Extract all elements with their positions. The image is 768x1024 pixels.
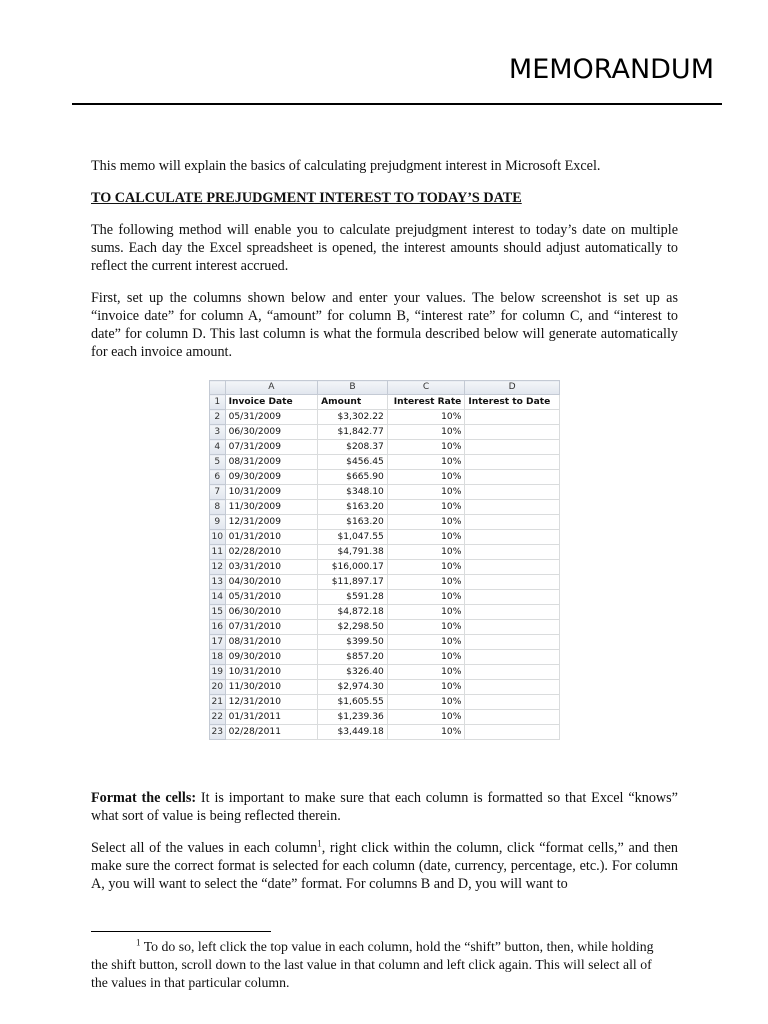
- amount-cell: $163.20: [318, 515, 388, 530]
- amount-cell: $3,449.18: [318, 725, 388, 740]
- table-row: [210, 515, 560, 530]
- format-cells-text: It is important to make sure that each column is formatted so that Excel “knows” what sort of value is being reflected therein.: [91, 790, 678, 824]
- table-row: [210, 440, 560, 455]
- header-invoice-date: Invoice Date: [225, 395, 318, 410]
- row-number: 9: [210, 515, 226, 530]
- row-number: 10: [210, 530, 226, 545]
- amount-cell: $665.90: [318, 470, 388, 485]
- row-number: 22: [210, 710, 226, 725]
- row-number: 8: [210, 500, 226, 515]
- interest-rate-cell: 10%: [387, 650, 465, 665]
- amount-cell: $456.45: [318, 455, 388, 470]
- row-number: 14: [210, 590, 226, 605]
- table-row: [210, 470, 560, 485]
- interest-rate-cell: 10%: [387, 515, 465, 530]
- interest-to-date-cell: [465, 470, 560, 485]
- header-interest-to-date: Interest to Date: [465, 395, 560, 410]
- table-row: [210, 620, 560, 635]
- table-row: [210, 710, 560, 725]
- table-row: [210, 575, 560, 590]
- amount-cell: $2,298.50: [318, 620, 388, 635]
- row-number: 19: [210, 665, 226, 680]
- table-row: [210, 725, 560, 740]
- table-row: [210, 500, 560, 515]
- table-row: [210, 635, 560, 650]
- interest-to-date-cell: [465, 440, 560, 455]
- select-text-before: Select all of the values in each column: [91, 840, 318, 856]
- row-number: 20: [210, 680, 226, 695]
- invoice-date-cell: 11/30/2010: [225, 680, 318, 695]
- table-row: [210, 545, 560, 560]
- interest-rate-cell: 10%: [387, 725, 465, 740]
- table-row: [210, 425, 560, 440]
- interest-to-date-cell: [465, 485, 560, 500]
- row-number: 11: [210, 545, 226, 560]
- amount-cell: $11,897.17: [318, 575, 388, 590]
- select-text-after: , right click within the column, click “format cells,” and then make sure the correct format is selected for each column (date, currency, percentage, etc.). For column A, you will want to select the “date” format. For columns B and D, you will want to: [91, 840, 678, 892]
- interest-to-date-cell: [465, 575, 560, 590]
- column-letter-a: A: [225, 381, 318, 395]
- interest-to-date-cell: [465, 515, 560, 530]
- row-number: 3: [210, 425, 226, 440]
- table-row: [210, 410, 560, 425]
- section-heading: TO CALCULATE PREJUDGMENT INTEREST TO TODAY’S DATE: [91, 190, 522, 206]
- invoice-date-cell: 02/28/2011: [225, 725, 318, 740]
- interest-rate-cell: 10%: [387, 410, 465, 425]
- table-row: [210, 560, 560, 575]
- interest-to-date-cell: [465, 425, 560, 440]
- spreadsheet-screenshot: [209, 380, 560, 740]
- interest-to-date-cell: [465, 560, 560, 575]
- footnote: [91, 938, 659, 992]
- table-row: [210, 590, 560, 605]
- invoice-date-cell: 12/31/2009: [225, 515, 318, 530]
- interest-to-date-cell: [465, 530, 560, 545]
- interest-rate-cell: 10%: [387, 590, 465, 605]
- interest-to-date-cell: [465, 665, 560, 680]
- table-row: [210, 680, 560, 695]
- format-cells-label: Format the cells:: [91, 790, 197, 806]
- invoice-date-cell: 01/31/2010: [225, 530, 318, 545]
- interest-rate-cell: 10%: [387, 485, 465, 500]
- interest-rate-cell: 10%: [387, 635, 465, 650]
- intro-paragraph: This memo will explain the basics of calculating prejudgment interest in Microsoft Excel.: [91, 158, 601, 174]
- table-row: [210, 485, 560, 500]
- amount-cell: $1,605.55: [318, 695, 388, 710]
- row-number: 15: [210, 605, 226, 620]
- invoice-date-cell: 07/31/2010: [225, 620, 318, 635]
- interest-to-date-cell: [465, 650, 560, 665]
- amount-cell: $4,872.18: [318, 605, 388, 620]
- select-all-corner: [210, 381, 226, 395]
- header-interest-rate: Interest Rate: [387, 395, 465, 410]
- interest-rate-cell: 10%: [387, 560, 465, 575]
- footnote-reference: 1: [317, 838, 322, 849]
- table-row: [210, 605, 560, 620]
- method-paragraph: The following method will enable you to calculate prejudgment interest to today’s date on multiple sums. Each day the Excel spreadsheet is opened, the interest amounts should adjust automatically to reflect the current interest accrued.: [91, 222, 678, 274]
- amount-cell: $1,047.55: [318, 530, 388, 545]
- interest-rate-cell: 10%: [387, 575, 465, 590]
- footnote-divider: [91, 931, 271, 932]
- invoice-date-cell: 09/30/2009: [225, 470, 318, 485]
- format-cells-paragraph: [91, 789, 678, 825]
- amount-cell: $16,000.17: [318, 560, 388, 575]
- row-number: 12: [210, 560, 226, 575]
- footnote-marker: 1: [136, 937, 141, 948]
- table-row: [210, 695, 560, 710]
- column-letter-c: C: [387, 381, 465, 395]
- amount-cell: $4,791.38: [318, 545, 388, 560]
- amount-cell: $208.37: [318, 440, 388, 455]
- column-letter-b: B: [318, 381, 388, 395]
- amount-cell: $1,842.77: [318, 425, 388, 440]
- table-row: [210, 455, 560, 470]
- invoice-date-cell: 12/31/2010: [225, 695, 318, 710]
- invoice-date-cell: 01/31/2011: [225, 710, 318, 725]
- interest-rate-cell: 10%: [387, 530, 465, 545]
- row-number: 16: [210, 620, 226, 635]
- memo-body: [91, 157, 678, 375]
- row-number: 23: [210, 725, 226, 740]
- lower-body: [91, 789, 678, 907]
- interest-rate-cell: 10%: [387, 665, 465, 680]
- interest-rate-cell: 10%: [387, 605, 465, 620]
- invoice-date-cell: 07/31/2009: [225, 440, 318, 455]
- interest-to-date-cell: [465, 455, 560, 470]
- interest-to-date-cell: [465, 545, 560, 560]
- select-values-paragraph: [91, 839, 678, 893]
- invoice-date-cell: 09/30/2010: [225, 650, 318, 665]
- interest-rate-cell: 10%: [387, 425, 465, 440]
- row-number: 21: [210, 695, 226, 710]
- interest-to-date-cell: [465, 635, 560, 650]
- invoice-date-cell: 10/31/2009: [225, 485, 318, 500]
- row-number: 4: [210, 440, 226, 455]
- amount-cell: $3,302.22: [318, 410, 388, 425]
- interest-to-date-cell: [465, 725, 560, 740]
- interest-rate-cell: 10%: [387, 455, 465, 470]
- interest-to-date-cell: [465, 590, 560, 605]
- row-number: 13: [210, 575, 226, 590]
- interest-rate-cell: 10%: [387, 500, 465, 515]
- amount-cell: $1,239.36: [318, 710, 388, 725]
- interest-to-date-cell: [465, 680, 560, 695]
- amount-cell: $326.40: [318, 665, 388, 680]
- invoice-date-cell: 04/30/2010: [225, 575, 318, 590]
- footnote-body: To do so, left click the top value in each column, hold the “shift” button, then, while holding the shift button, scroll down to the last value in that column and left click again. This will select all of the values in that particular column.: [91, 939, 654, 990]
- interest-to-date-cell: [465, 695, 560, 710]
- interest-rate-cell: 10%: [387, 680, 465, 695]
- amount-cell: $857.20: [318, 650, 388, 665]
- table-row: [210, 665, 560, 680]
- row-number: 17: [210, 635, 226, 650]
- invoice-date-cell: 02/28/2010: [225, 545, 318, 560]
- invoice-date-cell: 06/30/2010: [225, 605, 318, 620]
- amount-cell: $163.20: [318, 500, 388, 515]
- setup-paragraph: First, set up the columns shown below and enter your values. The below screenshot is set up as “invoice date” for column A, “amount” for column B, “interest rate” for column C, and “interest to date” for column D. This last column is what the formula described below will generate automatically for each invoice amount.: [91, 290, 678, 360]
- header-row: [210, 395, 560, 410]
- row-number: 6: [210, 470, 226, 485]
- memo-title: MEMORANDUM: [508, 54, 714, 85]
- interest-to-date-cell: [465, 410, 560, 425]
- table-row: [210, 530, 560, 545]
- title-divider: [72, 103, 722, 105]
- header-amount: Amount: [318, 395, 388, 410]
- interest-rate-cell: 10%: [387, 620, 465, 635]
- table-row: [210, 650, 560, 665]
- invoice-date-cell: 05/31/2009: [225, 410, 318, 425]
- interest-rate-cell: 10%: [387, 710, 465, 725]
- interest-to-date-cell: [465, 605, 560, 620]
- column-letter-d: D: [465, 381, 560, 395]
- amount-cell: $591.28: [318, 590, 388, 605]
- interest-to-date-cell: [465, 620, 560, 635]
- footnote-text: [91, 938, 659, 992]
- row-number: 18: [210, 650, 226, 665]
- row-number: 1: [210, 395, 226, 410]
- interest-rate-cell: 10%: [387, 440, 465, 455]
- interest-to-date-cell: [465, 500, 560, 515]
- invoice-date-cell: 11/30/2009: [225, 500, 318, 515]
- invoice-date-cell: 08/31/2009: [225, 455, 318, 470]
- invoice-date-cell: 05/31/2010: [225, 590, 318, 605]
- column-letter-row: [210, 381, 560, 395]
- row-number: 5: [210, 455, 226, 470]
- row-number: 2: [210, 410, 226, 425]
- interest-rate-cell: 10%: [387, 545, 465, 560]
- invoice-date-cell: 08/31/2010: [225, 635, 318, 650]
- interest-rate-cell: 10%: [387, 695, 465, 710]
- invoice-date-cell: 10/31/2010: [225, 665, 318, 680]
- amount-cell: $399.50: [318, 635, 388, 650]
- invoice-date-cell: 03/31/2010: [225, 560, 318, 575]
- amount-cell: $348.10: [318, 485, 388, 500]
- invoice-date-cell: 06/30/2009: [225, 425, 318, 440]
- interest-to-date-cell: [465, 710, 560, 725]
- interest-rate-cell: 10%: [387, 470, 465, 485]
- row-number: 7: [210, 485, 226, 500]
- amount-cell: $2,974.30: [318, 680, 388, 695]
